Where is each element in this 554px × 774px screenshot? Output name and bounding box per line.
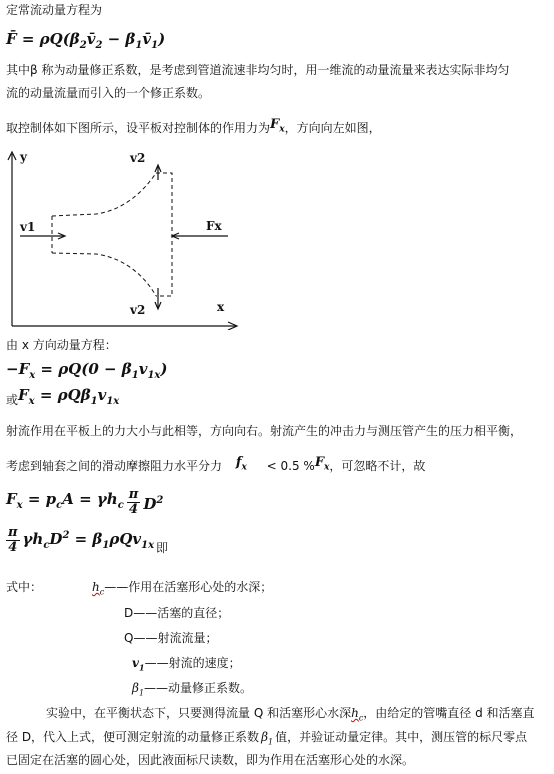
def-hc: $h_c——$作用在活塞形心处的水深； — [92, 580, 273, 597]
cv-lower-curve — [52, 253, 156, 296]
paragraph-experiment-line3: 已固定在活塞的圆心处，因此液面标尺读数，即为作用在活塞形心处的水深。 — [6, 753, 415, 767]
control-volume-diagram — [6, 148, 246, 330]
paragraph-control-volume: 取控制体如下图所示，设平板对控制体的作用力为$F_x$，方向向左如图， — [6, 117, 381, 135]
def-d: D——活塞的直径； — [124, 606, 230, 620]
paragraph-experiment-line1: 实验中，在平衡状态下，只要测得流量 Q 和活塞形心水深$h_c$，由给定的管嘴直径 d 和活塞直 — [46, 706, 535, 723]
pressure-equation-2: π 4 $\gamma h_cD^2 = \beta_1\rho Qv_{1x}$ 即 — [8, 525, 169, 555]
paragraph-experiment-line2: 径 D，代入上式，便可测定射流的动量修正系数 $\beta_1$ 值，并验证动量定律。其中，测压管的标尺零点 — [6, 730, 528, 747]
x-momentum-equation-2: 或$F_x = \rho Q\beta_1v_{1x}$ — [6, 386, 120, 407]
y-axis-label: y — [20, 150, 27, 164]
paragraph-beta-definition-line2: 流的动量流量而引入的一个修正系数。 — [6, 86, 211, 100]
paragraph-force-balance: 射流作用在平板上的力大小与此相等，方向向右。射流产生的冲击力与测压管产生的压力相平衡， — [6, 424, 523, 438]
v2-top-label: v2 — [130, 151, 146, 165]
paragraph-friction: 考虑到轴套之间的滑动摩擦阻力水平分力 $f_x < 0.5$ $\%F_x$，可忽略不计，故 — [6, 455, 426, 473]
paragraph-beta-definition-line1: 其中β 称为动量修正系数，是考虑到管道流速非均匀时，用一维流的动量流量来表达实际非均匀 — [6, 63, 510, 77]
x-momentum-label: 由 x 方向动量方程： — [6, 338, 117, 352]
where-label: 式中： — [6, 580, 43, 594]
v2-bottom-label: v2 — [130, 303, 146, 317]
fx-label: Fx — [206, 219, 222, 233]
pressure-equation-1: $F_x = p_cA = \gamma h_c$ π 4 $D^2$ — [6, 487, 164, 517]
heading: 定常流动量方程为 — [6, 3, 103, 17]
main-momentum-equation: F̄ = $\rho Q(\beta_2v̄_2$ − $\beta_1v̄_1$) — [6, 30, 166, 51]
x-axis-label: x — [217, 300, 225, 314]
x-momentum-equation-1: $-F_x = \rho Q(0 - \beta_1v_{1x})$ — [6, 360, 168, 381]
cv-right-plate — [156, 173, 172, 296]
cv-upper-curve — [52, 173, 156, 216]
v1-label: v1 — [20, 220, 36, 234]
def-v1: $v_1——$射流的速度； — [132, 656, 241, 673]
def-q: Q——射流流量； — [124, 631, 218, 645]
def-beta1: $\beta_1——$动量修正系数。 — [132, 681, 253, 698]
